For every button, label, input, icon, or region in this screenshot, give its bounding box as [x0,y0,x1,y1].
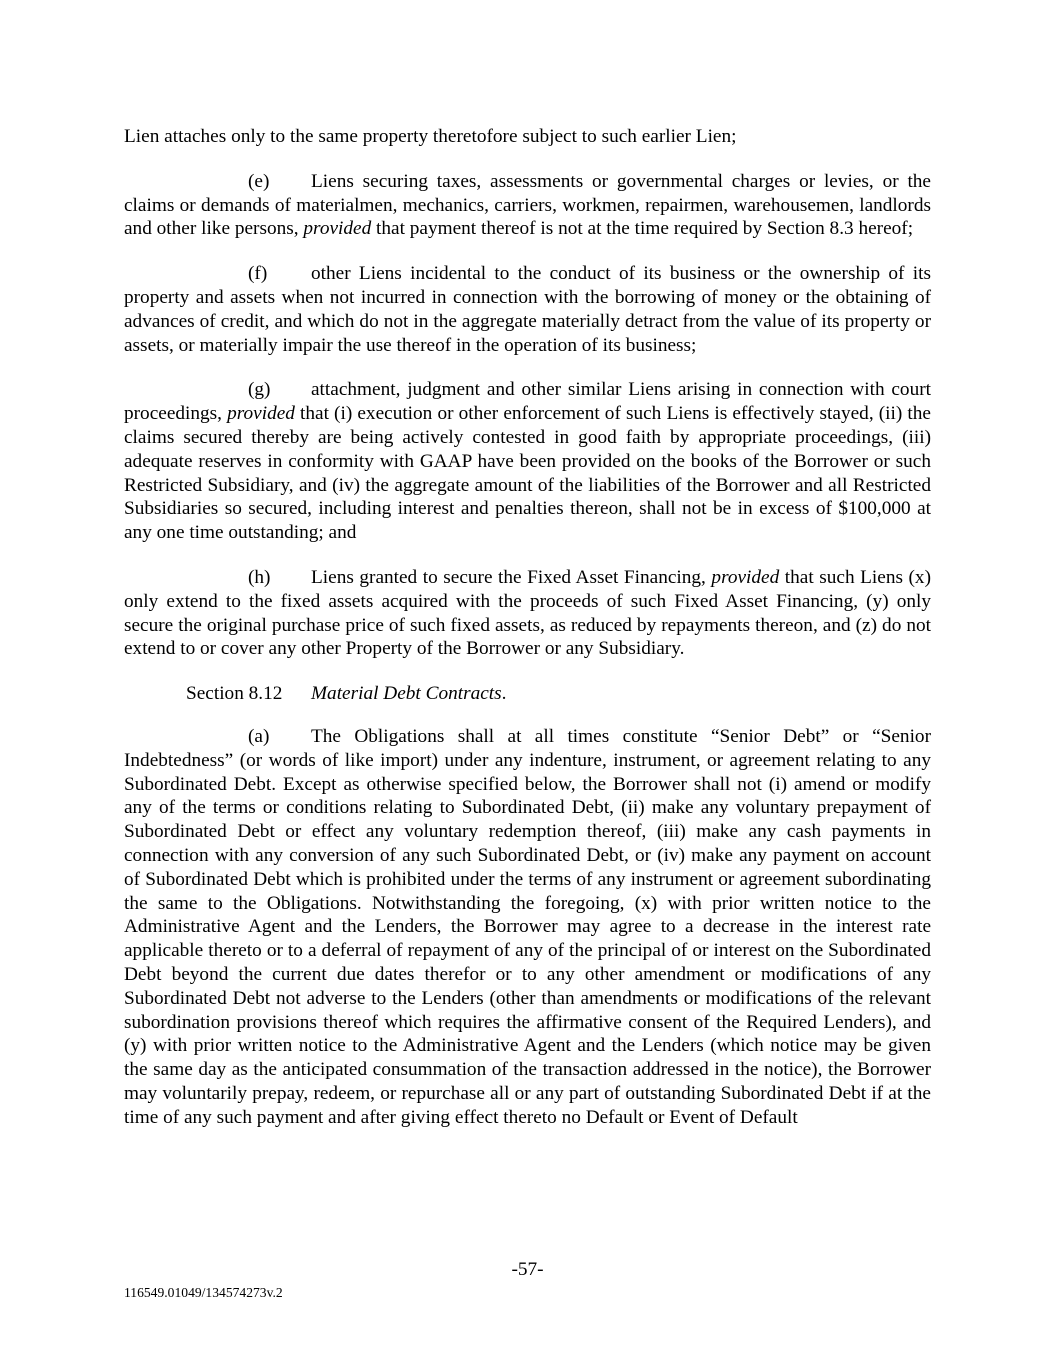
clause-a-text: The Obligations shall at all times constitute “Senior Debt” or “Senior Indebtedness” (or words of like import) under any indenture, instrument, or agreement relating to any Subordinated Debt. Except as otherwise specified below, the Borrower shall not (i) amend or modify any of the terms or conditions relating to Subordinated Debt, (ii) make any voluntary prepayment of Subordinated Debt or effect any voluntary redemption thereof, (iii) make any cash payments in connection with any conversion of any such Subordinated Debt, or (iv) make any payment on account of Subordinated Debt which is prohibited under the terms of any instrument or agreement subordinating the same to the Obligations. Notwithstanding the foregoing, (x) with prior written notice to the Administrative Agent and the Lenders, the Borrower may agree to a decrease in the interest rate applicable thereto or to a deferral of repayment of any of the principal of or interest on the Subordinated Debt beyond the current due dates therefor or to any other amendment or modifications of any Subordinated Debt not adverse to the Lenders (other than amendments or modifications of the relevant subordination provisions thereof which requires the affirmative consent of the Required Lenders), and (y) with prior written notice to the Administrative Agent and the Lenders (which notice may be given the same day as the anticipated consummation of the transaction addressed in the notice), the Borrower may voluntarily prepay, redeem, or repurchase all or any part of outstanding Subordinated Debt if at the time of any such payment and after giving effect thereto no Default or Event of Default [124,725,931,1128]
clause-e-provided: provided [303,218,372,240]
clause-h-provided: provided [711,566,780,588]
clause-f-text: other Liens incidental to the conduct of its business or the ownership of its property and assets when not incurred in connection with the borrowing of money or the obtaining of advances of credit, and which do not in the aggregate materially detract from the value of its property or assets, or materially impair the use thereof in the operation of its business; [124,263,931,356]
clause-g [124,378,931,545]
clause-g-label: (g) [248,379,271,401]
clause-e-text-2: that payment thereof is not at the time required by Section 8.3 hereof; [371,218,914,240]
page-number: -57- [511,1259,544,1280]
clause-e [124,170,931,241]
clause-g-text-1: attachment, judgment and other similar Liens arising in connection with court proceedings, [124,379,931,425]
document-id: 116549.01049/134574273v.2 [124,1285,283,1300]
clause-h-label: (h) [248,566,271,588]
clause-f [124,262,931,357]
clause-a-label: (a) [248,725,270,747]
clause-e-label: (e) [248,170,270,192]
clause-g-provided: provided [227,403,295,425]
clause-f-label: (f) [248,263,268,285]
clause-a [124,725,931,1130]
section-title: Material Debt Contracts [311,683,502,705]
section-number: Section 8.12 [186,683,283,705]
clause-h-text-1: Liens granted to secure the Fixed Asset Financing, [311,566,712,588]
clause-h-text-2: that such Liens (x) only extend to the fixed assets acquired with the proceeds of such Fixed Asset Financing, (y) only secure the original purchase price of such fixed assets, as reduced by repayments thereon, and (z) do not extend to or cover any other Property of the Borrower or any Subsidiary. [124,566,931,660]
clause-h [124,566,931,661]
clause-g-text-2: that (i) execution or other enforcement of such Liens is effectively stayed, (ii) the claims secured thereby are being actively contested in good faith by appropriate proceedings, (iii) adequate reserves in conformity with GAAP have been provided on the books of the Borrower or such Restricted Subsidiary, and (iv) the aggregate amount of the liabilities of the Borrower and all Restricted Subsidiaries so secured, including interest and penalties thereon, shall not be in excess of $100,000 at any one time outstanding; and [124,403,931,544]
section-heading [186,682,931,706]
document-body [124,125,931,1150]
section-title-period: . [501,683,507,705]
continued-paragraph: Lien attaches only to the same property theretofore subject to such earlier Lien; [124,126,737,147]
clause-e-text-1: Liens securing taxes, assessments or governmental charges or levies, or the claims or demands of materialmen, mechanics, carriers, workmen, repairmen, warehousemen, landlords and other like persons, [124,170,931,240]
